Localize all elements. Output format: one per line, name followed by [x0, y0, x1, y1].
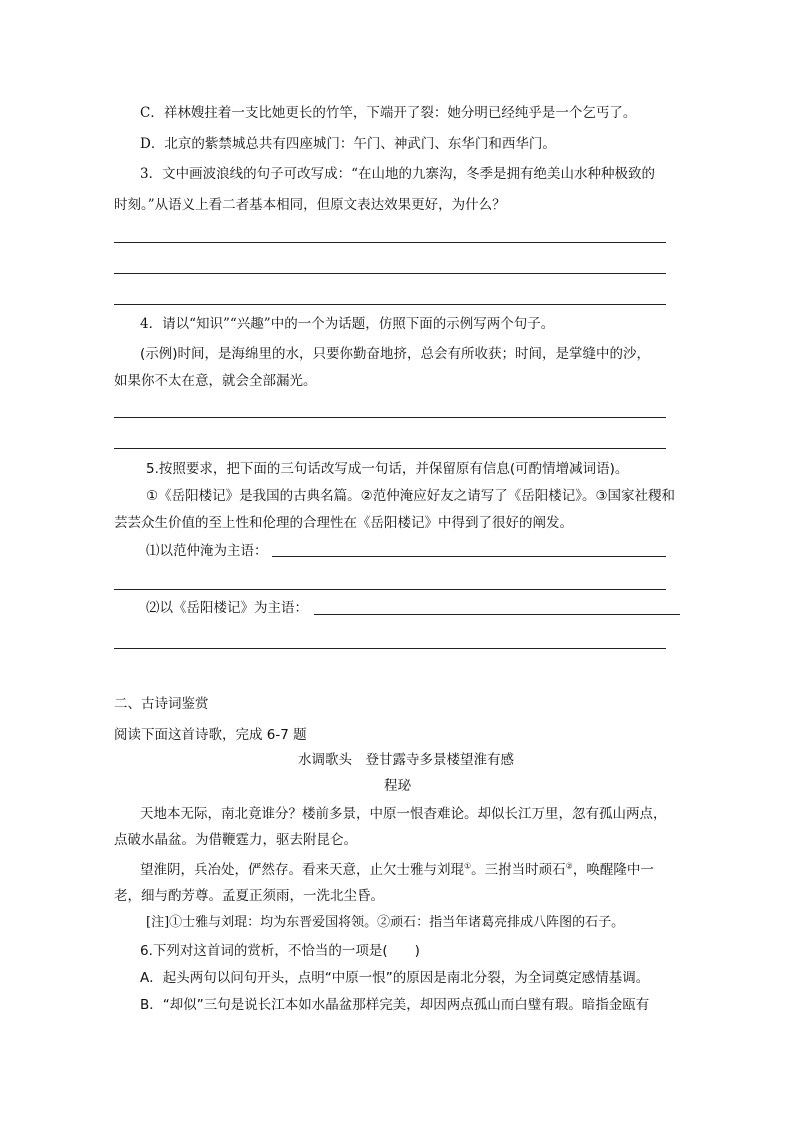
poem-title: 水调歌头 登甘露寺多景楼望淮有感	[298, 752, 514, 768]
answer-line[interactable]	[114, 589, 666, 590]
q5-sub2-label: ⑵以《岳阳楼记》为主语：	[146, 600, 308, 616]
q2-option-c: C．祥林嫂拄着一支比她更长的竹竿，下端开了裂：她分明已经纯乎是一个乞丐了。	[140, 105, 637, 121]
q4-example-line2: 如果你不太在意，就会全部漏光。	[114, 373, 317, 389]
poem-text: ，唤醒隆中一	[572, 862, 654, 878]
q3-stem-line1: 3．文中画波浪线的句子可改写成：“在山地的九寨沟，冬季是拥有绝美山水种种极致的	[140, 166, 655, 182]
answer-line[interactable]	[314, 614, 680, 615]
footnote-marker: ②	[565, 861, 573, 871]
poem-stanza1-line1: 天地本无际，南北竟谁分？楼前多景，中原一恨杳难论。却似长江万里，忽有孤山两点，	[140, 806, 667, 822]
poem-text: 。三拊当时顽石	[471, 862, 566, 878]
q6-option-b: B．“却似”三句是说长江本如水晶盆那样完美，却因两点孤山而白璧有瑕。暗指金瓯有	[140, 997, 650, 1013]
q4-stem: 4．请以“知识”“兴趣”中的一个为话题，仿照下面的示例写两个句子。	[140, 316, 555, 332]
q4-example-line1: (示例)时间，是海绵里的水，只要你勤奋地挤，总会有所收获；时间，是掌缝中的沙，	[140, 346, 651, 362]
answer-line[interactable]	[114, 273, 666, 274]
q5-stem: 5.按照要求，把下面的三句话改写成一句话，并保留原有信息(可酌情增减词语)。	[146, 461, 629, 477]
q2-option-d: D．北京的紫禁城总共有四座城门：午门、神武门、东华门和西华门。	[140, 136, 556, 152]
answer-line[interactable]	[114, 304, 666, 305]
q3-stem-line2: 时刻。”从语义上看二者基本相同，但原文表达效果更好，为什么？	[114, 197, 506, 213]
q5-text-line2: 芸芸众生价值的至上性和伦理的合理性在《岳阳楼记》中得到了很好的阐发。	[114, 515, 573, 531]
poem-stanza2-line2: 老，细与酌芳尊。孟夏正须雨，一洗北尘昏。	[114, 888, 384, 904]
poem-text: 望淮阴，兵冶处，俨然存。看来天意，止欠士雅与刘琨	[140, 862, 464, 878]
q5-text-line1: ①《岳阳楼记》是我国的古典名篇。②范仲淹应好友之请写了《岳阳楼记》。③国家社稷和	[146, 488, 676, 504]
poem-stanza1-line2: 点破水晶盆。为借鞭霆力，驱去附昆仑。	[114, 832, 357, 848]
footnote-marker: ①	[464, 861, 472, 871]
poem-author: 程珌	[384, 778, 411, 794]
section-heading: 二、古诗词鉴赏	[114, 696, 209, 712]
answer-line[interactable]	[114, 648, 666, 649]
q6-stem: 6.下列对这首词的赏析，不恰当的一项是( )	[140, 943, 420, 959]
poem-stanza2-line1	[140, 860, 654, 880]
answer-line[interactable]	[114, 242, 666, 243]
section-intro: 阅读下面这首诗歌，完成 6-7 题	[114, 727, 307, 743]
q6-option-a: A．起头两句以问句开头，点明“中原一恨”的原因是南北分裂，为全词奠定感情基调。	[140, 970, 650, 986]
answer-line[interactable]	[272, 556, 666, 557]
answer-line[interactable]	[114, 448, 666, 449]
q5-sub1-label: ⑴以范仲淹为主语：	[146, 543, 268, 559]
poem-note: [注]①士雅与刘琨：均为东晋爱国将领。②顽石：指当年诸葛亮排成八阵图的石子。	[146, 915, 625, 930]
answer-line[interactable]	[114, 417, 666, 418]
